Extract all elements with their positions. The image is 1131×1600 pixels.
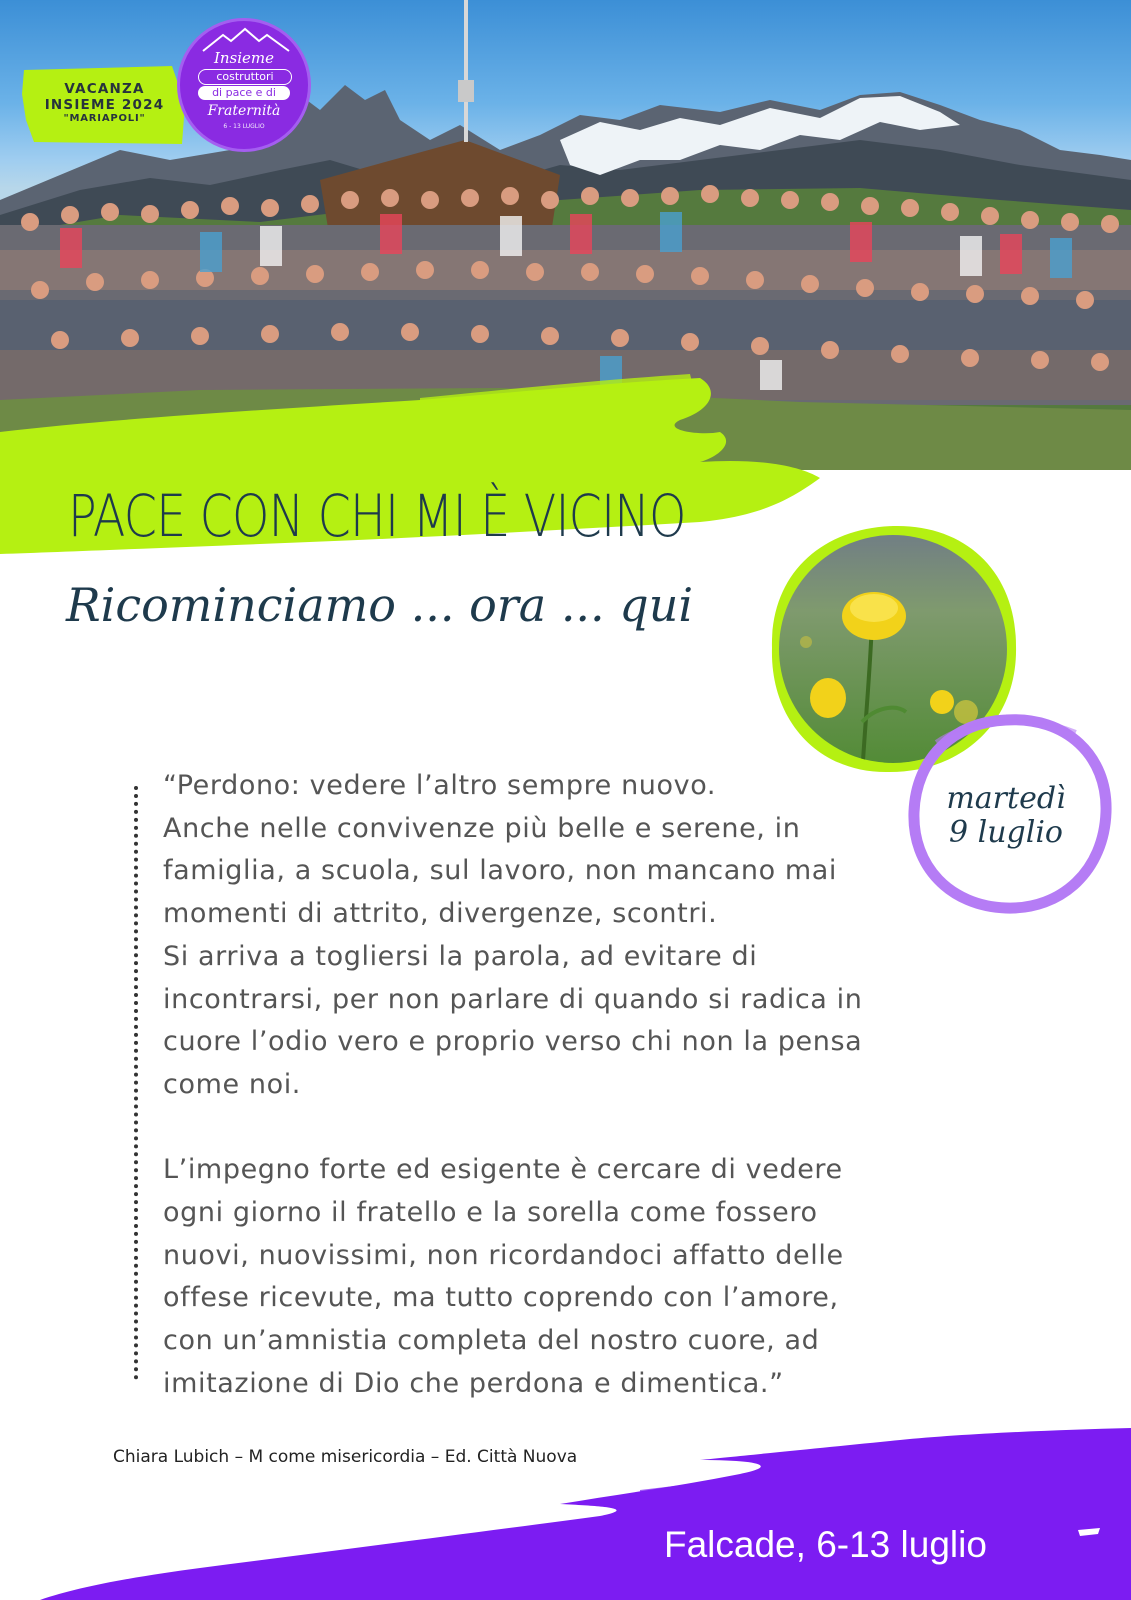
badge-line-2: INSIEME 2024 [44,97,165,113]
quote-line: L’impegno forte ed esigente è cercare di vedere [163,1154,843,1186]
logo-line-4: Fraternità [207,103,281,119]
quote-line: offese ricevute, ma tutto coprendo con l’amore, [163,1282,839,1314]
quote-line: Si arriva a togliersi la parola, ad evitare di [163,940,758,972]
page-title: PACE CON CHI MI È VICINO [68,482,686,550]
quote-line: nuovi, nuovissimi, non ricordandoci affatto delle [163,1239,844,1271]
quote-line: incontrarsi, per non parlare di quando si radica in [163,983,863,1015]
logo-line-5: 6 - 13 LUGLIO [223,123,265,130]
event-location-dates: Falcade, 6-13 luglio [664,1524,987,1565]
quote-line: ogni giorno il fratello e la sorella come fossero [163,1197,818,1229]
page-subtitle: Ricominciamo ... ora ... qui [66,578,694,632]
quote-line: imitazione di Dio che perdona e dimentica.” [163,1367,784,1399]
quote-divider [134,786,138,1380]
badge-line-1: VACANZA [64,81,145,97]
quote-paragraph-gap [163,1107,1023,1150]
quote-line: cuore l’odio vero e proprio verso chi non la pensa [163,1026,863,1058]
badge-line-3: "MARIAPOLI" [63,113,146,124]
logo-line-3: di pace e di [198,86,290,100]
quote-line: come noi. [163,1068,301,1100]
purple-brush-stroke [0,1420,1131,1600]
quote-text [163,765,1023,1406]
logo-line-1: Insieme [213,49,275,67]
event-logo [177,18,311,152]
vacation-badge [22,64,187,146]
logo-line-2: costruttori [198,69,292,85]
date-date: 9 luglio [949,815,1063,850]
date-day: martedì [946,781,1066,816]
quote-line: Anche nelle convivenze più belle e serene, in [163,812,801,844]
quote-source: Chiara Lubich – M come misericordia – Ed. Città Nuova [113,1447,578,1467]
quote-line: famiglia, a scuola, sul lavoro, non mancano mai [163,855,838,887]
quote-line: momenti di attrito, divergenze, scontri. [163,898,718,930]
quote-line: con un’amnistia completa del nostro cuore, ad [163,1325,820,1357]
quote-line: “Perdono: vedere l’altro sempre nuovo. [163,770,717,801]
